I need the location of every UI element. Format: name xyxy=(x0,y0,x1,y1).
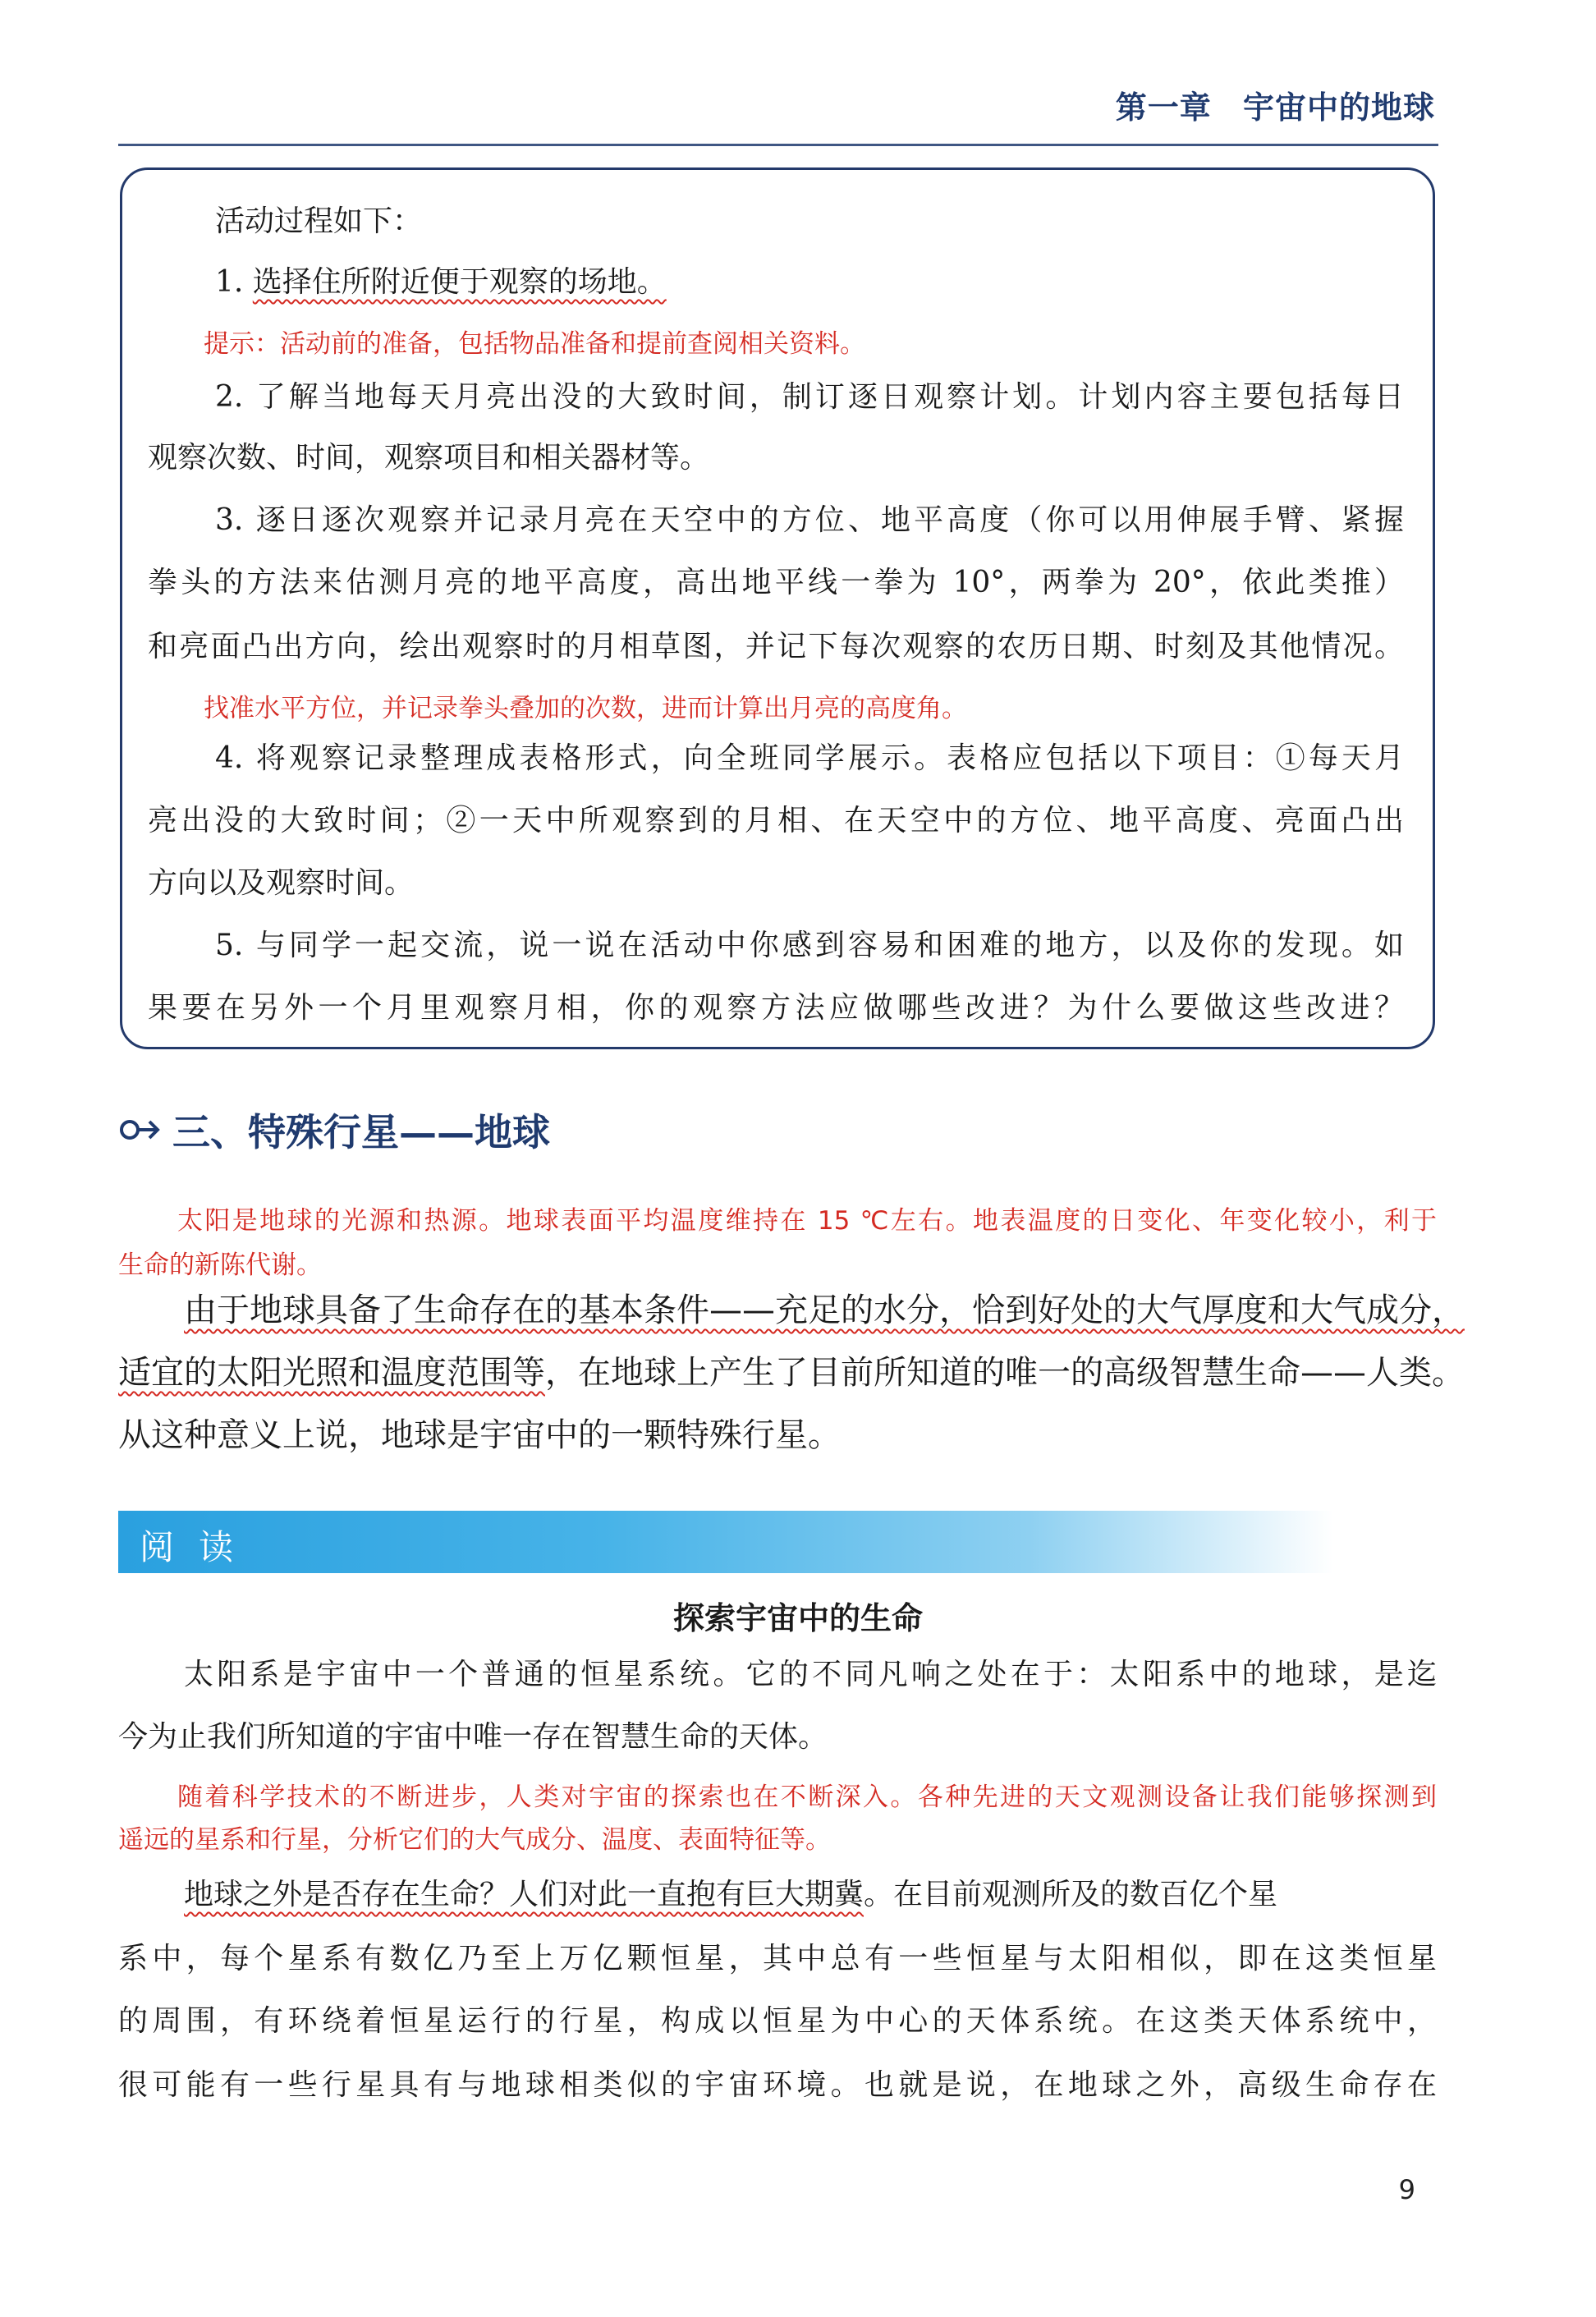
activity-hint-1: 提示：活动前的准备，包括物品准备和提前查阅相关资料。 xyxy=(204,329,865,359)
header-divider xyxy=(118,144,1438,146)
activity-box xyxy=(120,167,1435,1049)
underlined-conditions: 由于地球具备了生命存在的基本条件——充足的水分，恰到好处的大气厚度和大气成分， xyxy=(184,1292,1465,1329)
activity-step-3-line-2: 拳头的方法来估测月亮的地平高度，高出地平线一拳为 10°，两拳为 20°，依此类推） xyxy=(148,566,1404,599)
activity-step-2-line-2: 观察次数、时间，观察项目和相关器材等。 xyxy=(148,441,710,475)
reading-title: 探索宇宙中的生命 xyxy=(672,1600,923,1636)
activity-step-2-line-1: 2. 了解当地每天月亮出没的大致时间，制订逐日观察计划。计划内容主要包括每日 xyxy=(215,380,1404,414)
section-heading xyxy=(118,1105,550,1154)
chapter-number: 第一章 xyxy=(1115,89,1212,126)
reading-p2-line-1 xyxy=(184,1880,1277,1910)
section-note-line-1: 太阳是地球的光源和热源。地球表面平均温度维持在 15 ℃左右。地表温度的日变化、年变化较小，利于 xyxy=(177,1206,1437,1236)
activity-step-5-line-1: 5. 与同学一起交流，说一说在活动中你感到容易和困难的地方，以及你的发现。如 xyxy=(215,929,1404,962)
page-number: 9 xyxy=(1398,2174,1415,2205)
section-paragraph-line-1 xyxy=(184,1294,1465,1327)
activity-step-4-line-1: 4. 将观察记录整理成表格形式，向全班同学展示。表格应包括以下项目：①每天月 xyxy=(215,741,1404,775)
activity-step-4-line-3: 方向以及观察时间。 xyxy=(148,866,415,900)
activity-step-3-line-3: 和亮面凸出方向，绘出观察时的月相草图，并记下每次观察的农历日期、时刻及其他情况。 xyxy=(148,630,1404,663)
reading-note-line-2: 遥远的星系和行星，分析它们的大气成分、温度、表面特征等。 xyxy=(118,1825,831,1855)
activity-step-5-line-2: 果要在另外一个月里观察月相，你的观察方法应做哪些改进？为什么要做这些改进？ xyxy=(148,991,1404,1025)
reading-p2-line-2: 系中，每个星系有数亿乃至上万亿颗恒星，其中总有一些恒星与太阳相似，即在这类恒星 xyxy=(118,1942,1437,1975)
step-1-text: 选择住所附近便于观察的场地。 xyxy=(252,265,667,299)
reading-p1-line-1: 太阳系是宇宙中一个普通的恒星系统。它的不同凡响之处在于：太阳系中的地球，是迄 xyxy=(184,1658,1437,1691)
reading-label: 阅读 xyxy=(140,1527,259,1567)
underlined-question: 地球之外是否存在生命？人们对此一直抱有巨大期冀 xyxy=(184,1878,864,1911)
chapter-header xyxy=(1116,82,1435,127)
section-title: 三、特殊行星——地球 xyxy=(172,1110,550,1154)
activity-hint-2: 找准水平方位，并记录拳头叠加的次数，进而计算出月亮的高度角。 xyxy=(204,694,967,723)
reading-p2-line-3: 的周围，有环绕着恒星运行的行星，构成以恒星为中心的天体系统。在这类天体系统中， xyxy=(118,2004,1437,2038)
section-paragraph-line-2 xyxy=(118,1354,1465,1392)
reading-p2-line-4: 很可能有一些行星具有与地球相类似的宇宙环境。也就是说，在地球之外，高级生命存在 xyxy=(118,2068,1437,2102)
underlined-conditions-end: 适宜的太阳光照和温度范围等 xyxy=(118,1354,545,1392)
section-arrow-icon xyxy=(118,1113,161,1146)
reading-p2-line-1-rest: 。在目前观测所及的数百亿个星 xyxy=(864,1878,1278,1911)
section-paragraph-line-3: 从这种意义上说，地球是宇宙中的一颗特殊行星。 xyxy=(118,1416,841,1454)
activity-step-3-line-1: 3. 逐日逐次观察并记录月亮在天空中的方位、地平高度（你可以用伸展手臂、紧握 xyxy=(215,503,1404,537)
reading-note-line-1: 随着科学技术的不断进步，人类对宇宙的探索也在不断深入。各种先进的天文观测设备让我们能够探测到 xyxy=(177,1782,1437,1812)
activity-intro: 活动过程如下： xyxy=(215,204,423,238)
reading-p1-line-2: 今为止我们所知道的宇宙中唯一存在智慧生命的天体。 xyxy=(118,1720,828,1754)
reading-banner xyxy=(118,1511,1333,1573)
activity-step-1 xyxy=(215,265,667,299)
paragraph-line-2-rest: ，在地球上产生了目前所知道的唯一的高级智慧生命——人类。 xyxy=(545,1354,1465,1392)
activity-step-4-line-2: 亮出没的大致时间；②一天中所观察到的月相、在天空中的方位、地平高度、亮面凸出 xyxy=(148,804,1404,837)
section-note-line-2: 生命的新陈代谢。 xyxy=(118,1250,322,1280)
chapter-title: 宇宙中的地球 xyxy=(1242,89,1435,126)
step-1-number: 1. xyxy=(215,265,253,299)
